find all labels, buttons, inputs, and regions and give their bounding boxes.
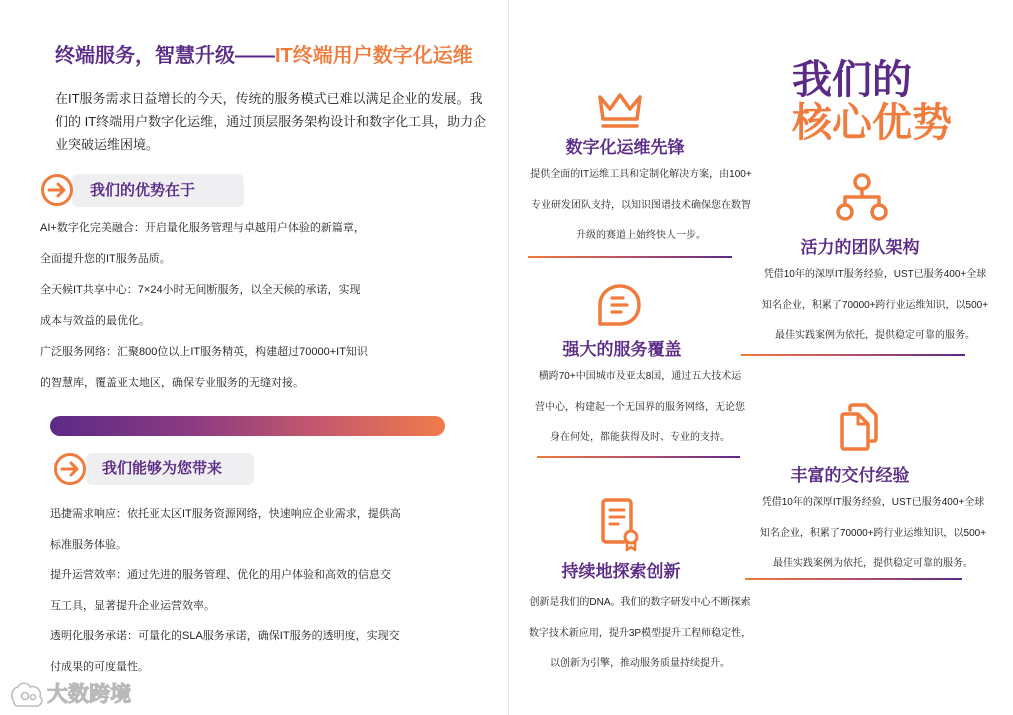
list-item (40, 275, 368, 337)
list-item (40, 337, 368, 399)
card-text-line: 专业研发团队支持，以知识图谱技术确保您在数智 (531, 199, 751, 211)
card-title: 持续地探索创新 (561, 562, 681, 581)
section-heading-benefits (86, 453, 254, 485)
card-text-line: 升级的赛道上始终快人一步。 (576, 230, 706, 241)
item-label: AI+数字化完美融合： (40, 222, 145, 234)
item-text: 汇聚800位以上IT服务精英，构建超过70000+IT知识 (117, 346, 368, 358)
page-fold-divider (508, 0, 509, 715)
item-label: 透明化服务承诺： (50, 630, 138, 643)
card-text-line: 创新是我们的DNA。我们的数字研发中心不断探索 (529, 597, 751, 608)
advantages-list (40, 213, 368, 399)
card-text-line: 知名企业，积累了70000+跨行业运维知识，以500+ (759, 527, 987, 539)
section-heading-label: 我们能够为您带来 (102, 460, 223, 477)
item-label: 迅捷需求响应： (50, 508, 127, 520)
item-text: 通过先进的服务管理、优化的用户体验和高效的信息交 (127, 569, 391, 582)
certificate-icon (599, 497, 643, 553)
item-text-continued: 成本与效益的最优化。 (40, 315, 150, 327)
section-heading-label: 我们的优势在于 (90, 182, 196, 199)
intro-line: 业突破运维困境。 (55, 137, 160, 152)
card-divider (745, 578, 962, 580)
card-description (753, 488, 993, 580)
item-text-continued: 互工具，显著提升企业运营效率。 (50, 599, 215, 612)
item-text: 可量化的SLA服务承诺，确保IT服务的透明度，实现交 (138, 630, 400, 643)
card-text-line: 横跨70+中国城市及亚太8国，通过五大技术运 (538, 371, 742, 382)
card-text-line: 凭借10年的深厚IT服务经验，UST已服务400+全球 (761, 497, 985, 508)
card-divider (537, 456, 740, 458)
intro-line: 们的 IT终端用户数字化运维，通过顶层服务架构设计和数字化工具，助力企 (55, 114, 487, 129)
intro-line: 在IT服务需求日益增长的今天，传统的服务模式已难以满足企业的发展。我 (55, 91, 483, 106)
benefits-list (50, 499, 401, 683)
item-text: 开启量化服务管理与卓越用户体验的新篇章， (144, 222, 365, 234)
title-part-2: IT终端用户数字化运维 (275, 45, 473, 67)
arrow-right-circle-icon (53, 452, 87, 486)
card-text-line: 身在何处，都能获得及时、专业的支持。 (550, 432, 730, 443)
card-divider (741, 354, 965, 356)
list-item (50, 560, 401, 621)
item-label: 全天候IT共享中心： (40, 284, 138, 296)
team-hierarchy-icon (834, 170, 890, 226)
crown-icon (595, 90, 645, 132)
item-label: 广泛服务网络： (40, 346, 117, 358)
item-text: 7×24小时无间断服务，以全天候的承诺，实现 (137, 284, 361, 296)
item-text-continued: 标准服务体验。 (50, 538, 127, 551)
title-part-1: 终端服务，智慧升级—— (55, 45, 275, 67)
watermark-text: 大数跨境 (47, 683, 131, 706)
card-description (520, 362, 760, 454)
heading-line-1: 我们的 (792, 58, 912, 102)
intro-paragraph (55, 87, 486, 156)
item-text-continued: 付成果的可度量性。 (50, 660, 149, 673)
card-title: 强大的服务覆盖 (562, 340, 682, 359)
gradient-divider-bar (50, 416, 445, 436)
card-description (755, 260, 995, 352)
chat-bubble-icon (596, 283, 642, 327)
card-text-line: 凭借10年的深厚IT服务经验，UST已服务400+全球 (763, 269, 987, 280)
card-text-line: 最佳实践案例为依托，提供稳定可靠的服务。 (775, 330, 975, 341)
document-copy-icon (836, 402, 882, 452)
card-title: 丰富的交付经验 (790, 466, 910, 485)
section-heading-advantages (72, 174, 244, 207)
card-divider (528, 256, 732, 258)
core-advantages-heading (792, 59, 952, 145)
card-title: 数字化运维先锋 (565, 138, 685, 157)
card-title: 活力的团队架构 (800, 238, 920, 257)
arrow-right-circle-icon (40, 173, 74, 207)
card-text-line: 以创新为引擎，推动服务质量持续提升。 (550, 658, 730, 669)
card-description (520, 588, 760, 680)
card-text-line: 数字技术新应用，提升3P模型提升工程师稳定性， (528, 627, 752, 639)
list-item (50, 499, 401, 560)
item-text-continued: 全面提升您的IT服务品质。 (40, 253, 171, 265)
list-item (50, 621, 401, 682)
card-text-line: 知名企业，积累了70000+跨行业运维知识，以500+ (761, 299, 989, 311)
item-label: 提升运营效率： (50, 569, 127, 582)
item-text-continued: 的智慧库，覆盖亚太地区，确保专业服务的无缝对接。 (40, 377, 304, 389)
item-text: 依托亚太区IT服务资源网络，快速响应企业需求，提供高 (127, 508, 401, 520)
card-text-line: 最佳实践案例为依托，提供稳定可靠的服务。 (773, 558, 973, 569)
card-description (521, 160, 761, 252)
watermark-logo-icon (8, 680, 48, 710)
heading-line-2: 核心优势 (792, 101, 952, 145)
card-text-line: 营中心，构建起一个无国界的服务网络，无论您 (535, 401, 745, 413)
page-title (55, 44, 473, 68)
list-item (40, 213, 368, 275)
card-text-line: 提供全面的IT运维工具和定制化解决方案，由100+ (530, 169, 752, 180)
